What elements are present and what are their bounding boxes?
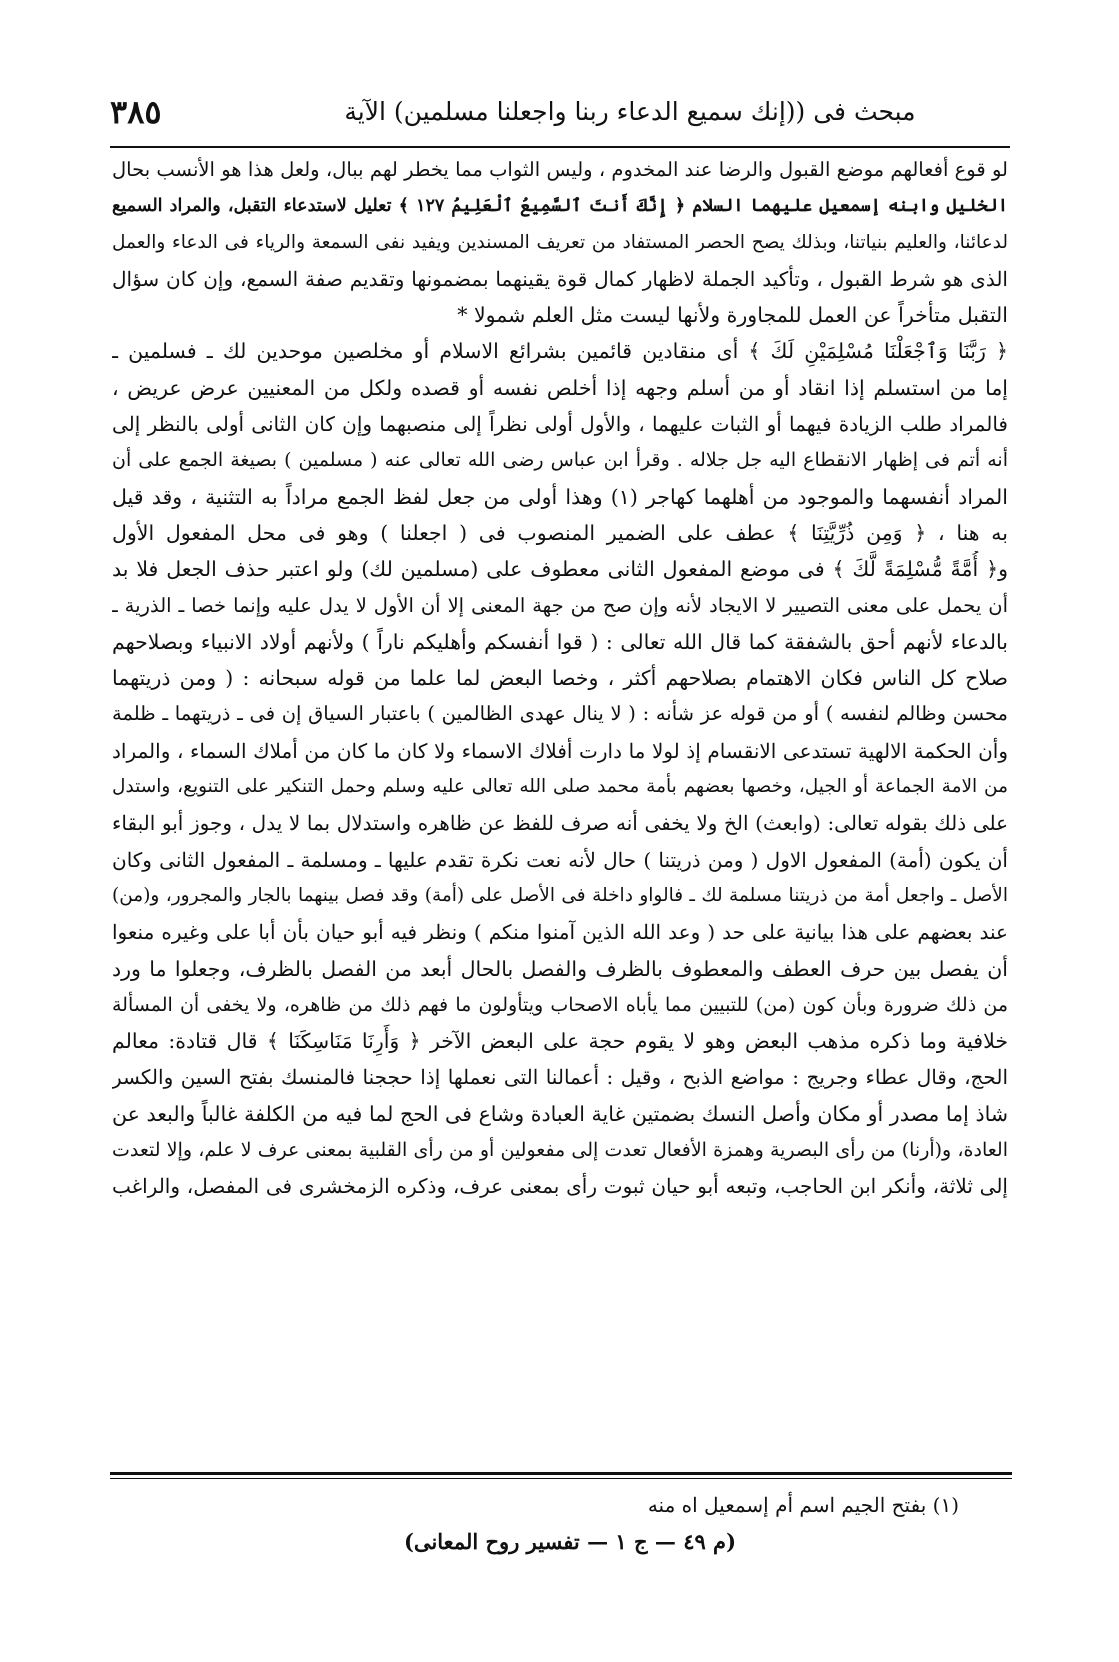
header-rule: [110, 146, 1010, 148]
printer-signature: (م ٤٩ — ج ١ — تفسير روح المعانى): [404, 1529, 736, 1554]
text-line: بالدعاء لأنهم أحق بالشفقة كما قال الله تعالى : ( قوا أنفسكم وأهليكم ناراً ) ولأنهم أولاد الانبياء وبصلاحهم: [112, 629, 1008, 654]
text-line: المراد أنفسهما والموجود من أهلهما كهاجر (١) وهذا أولى من جعل لفظ الجمع مراداً به التثنية ، وقد قيل: [112, 484, 1008, 509]
footnote: (١) بفتح الجيم اسم أم إسمعيل اه منه: [647, 1493, 959, 1517]
text-line: أن يفصل بين حرف العطف والمعطوف بالظرف والفصل بالحال أبعد من الفصل بالظرف، وجعلوا ما ورد: [112, 956, 1008, 981]
text-line: صلاح كل الناس فكان الاهتمام بصلاحهم أكثر ، وخصا البعض لما علما من قوله سبحانه : ( ومن ذريتهما: [112, 666, 1008, 691]
text-line: الأصل ـ واجعل أمة من ذريتنا مسلمة لك ـ فالواو داخلة فى الأصل على (أمة) وقد فصل بينهما بالجار والمجرور، و(من): [112, 884, 1008, 906]
text-line: الحج، وقال عطاء وجريج : مواضع الذبح ، وقيل : أعمالنا التى نعملها إذا حججنا فالمنسك بفتح السين والكسر: [112, 1065, 1008, 1090]
main-text: [112, 152, 1008, 1662]
text-line: وأن الحكمة الالهية تستدعى الانقسام إذ لولا ما دارت أفلاك الاسماء ولا كان ما كان من أملاك السماء ، والمراد: [112, 738, 1008, 763]
text-line: خلافية وما ذكره مذهب البعض وهو لا يقوم حجة على البعض الآخر ﴿ وَأَرِنَا مَنَاسِكَنَا ﴾ قال قتادة: معالم: [112, 1029, 1008, 1054]
text-line: لو قوع أفعالهم موضع القبول والرضا عند المخدوم ، وليس الثواب مما يخطر لهم ببال، ولعل هذا هو الأنسب بحال: [112, 158, 1008, 181]
text-line: على ذلك بقوله تعالى: (وابعث) الخ ولا يخفى أنه صرف للفظ عن ظاهره واستدلال بما لا يدل ، وجوز أبو البقاء: [112, 811, 1008, 836]
text-line: إلى ثلاثة، وأنكر ابن الحاجب، وتبعه أبو حيان ثبوت رأى بمعنى عرف، وذكره الزمخشرى فى المفصل، والراغب: [112, 1174, 1008, 1199]
page-header: [110, 92, 1010, 144]
text-line: عند بعضهم على هذا بيانية على حد ( وعد الله الذين آمنوا منكم ) ونظر فيه أبو حيان بأن أبا على وغيره منعوا: [112, 920, 1008, 945]
text-line: من الامة الجماعة أو الجيل، وخصها بعضهم بأمة محمد صلى الله تعالى عليه وسلم وحمل التنكير على التنويع، واستدل: [112, 776, 1008, 798]
text-line: إما من استسلم إذا انقاد أو من أسلم وجهه إذا أخلص نفسه أو قصده ولكل من المعنيين عرض عريض ،: [112, 375, 1008, 400]
page-number: ٣٨٥: [110, 93, 162, 131]
text-line: أن يكون (أمة) المفعول الاول ( ومن ذريتنا ) حال لأنه نعت نكرة تقدم عليها ـ ومسلمة ـ المفعول الثانى وكان: [112, 847, 1008, 872]
footnote-rule-thin: [110, 1478, 1012, 1479]
running-title: مبحث فى ((إنك سميع الدعاء ربنا واجعلنا مسلمين) الآية: [344, 97, 916, 126]
text-line: العادة، و(أرنا) من رأى البصرية وهمزة الأفعال تعدت إلى مفعولين أو من رأى القلبية بمعنى عرف لا علم، وإلا لتعدت: [112, 1139, 1008, 1162]
text-line: فالمراد طلب الزيادة فيهما أو الثبات عليهما ، والأول أولى نظراً إلى منصبهما وإن كان الثانى أولى بالنظر إلى: [112, 412, 1008, 437]
text-line: من ذلك ضرورة وبأن كون (من) للتبيين مما يأباه الاصحاب ويتأولون ما فهم ذلك من ظاهره، ولا يخفى أن المسألة: [112, 993, 1008, 1016]
text-line: محسن وظالم لنفسه ) أو من قوله عز شأنه : ( لا ينال عهدى الظالمين ) باعتبار السياق إن فى ـ ذريتهما ـ ظلمة: [112, 702, 1008, 726]
text-line: التقبل متأخراً عن العمل للمجاورة ولأنها ليست مثل العلم شمولا *: [457, 303, 1008, 328]
text-line: لدعائنا، والعليم بنياتنا، وبذلك يصح الحصر المستفاد من تعريف المسندين ويفيد نفى السمعة والرياء فى الدعاء والعمل: [112, 231, 1008, 253]
footnote-rule-thick: [110, 1472, 1012, 1475]
text-line: شاذ إما مصدر أو مكان وأصل النسك بضمتين غاية العبادة وشاع فى الحج لما فيه من الكلفة غالباً والبعد عن: [112, 1101, 1008, 1126]
text-line: أنه أتم فى إظهار الانقطاع اليه جل جلاله . وقرأ ابن عباس رضى الله تعالى عنه ( مسلمين ) بصيغة الجمع على أن: [112, 449, 1008, 472]
text-line: أن يحمل على معنى التصيير لا الايجاد لأنه وإن صح من جهة المعنى إلا أن الأول لا يدل عليه وإنما خصا ـ الذرية ـ: [112, 593, 1008, 617]
text-line: الخليل وابنه إسمعيل عليهما السلام ﴿ إِنَّكَ أَنتَ ٱلسَّمِيعُ ٱلْعَلِيمُ ١٢٧ ﴾ تعليل لاستدعاء التقبل، والمراد السميع: [112, 196, 1008, 217]
text-line: به هنا ، ﴿ وَمِن ذُرِّيَّتِنَا ﴾ عطف على الضمير المنصوب فى ( اجعلنا ) وهو فى محل المفعول الأول: [112, 520, 1008, 545]
text-line: الذى هو شرط القبول ، وتأكيد الجملة لاظهار كمال قوة يقينهما بمضمونها وتقديم صفة السمع، وإن كان سؤال: [112, 266, 1008, 291]
text-line: و﴿ أُمَّةً مُّسْلِمَةً لَّكَ ﴾ فى موضع المفعول الثانى معطوف على (مسلمين لك) ولو اعتبر حذف الجعل فلا بد: [112, 557, 1008, 582]
text-line: ﴿ رَبَّنَا وَٱجْعَلْنَا مُسْلِمَيْنِ لَكَ ﴾ أى منقادين قائمين بشرائع الاسلام أو مخلصين موحدين لك ـ فسلمين ـ: [112, 339, 1008, 364]
